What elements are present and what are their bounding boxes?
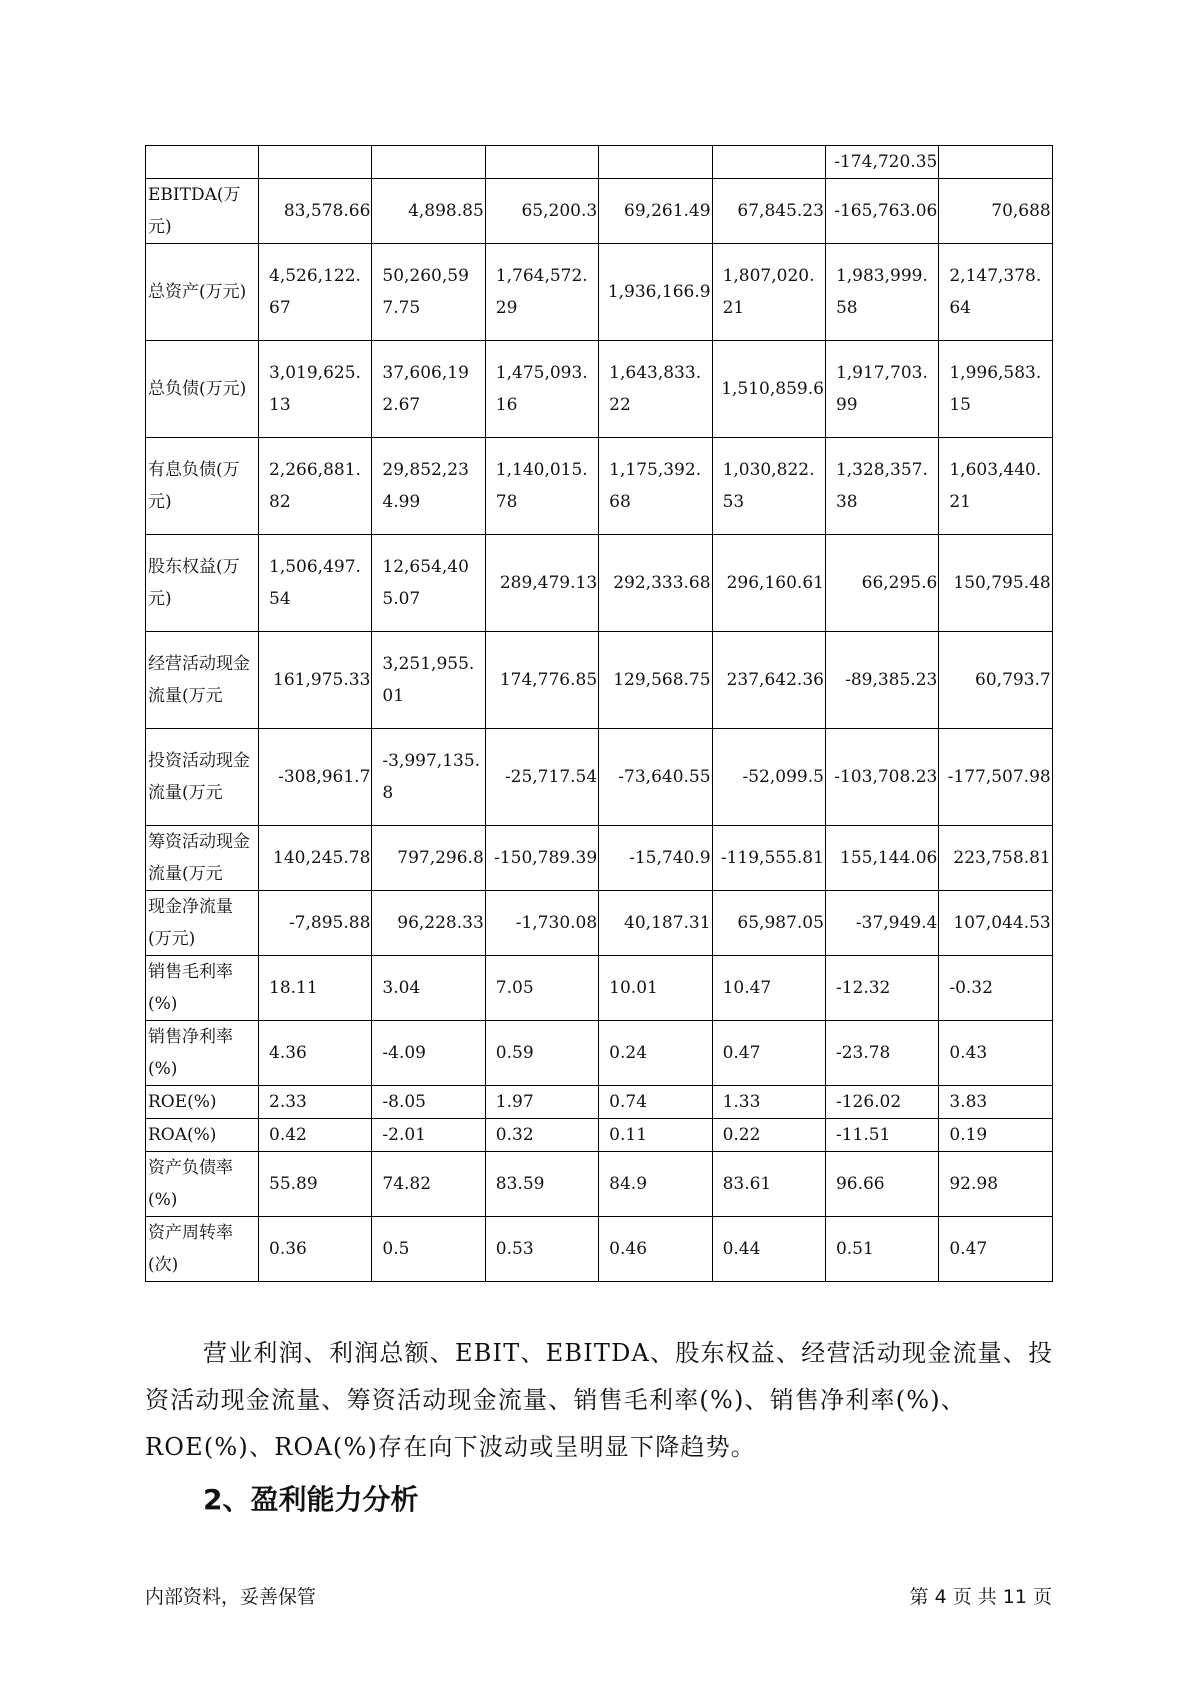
section-title: 2、盈利能力分析 [203,1483,419,1516]
table-cell: 74.82 [372,1152,485,1217]
row-label: 总负债(万元) [146,341,259,438]
table-cell: 174,776.85 [485,632,598,729]
table-cell: 96.66 [825,1152,938,1217]
table-cell: 83.61 [712,1152,825,1217]
table-cell: 69,261.49 [599,179,712,244]
table-cell: 83,578.66 [259,179,372,244]
table-cell: 1.97 [485,1086,598,1119]
row-label: ROE(%) [146,1086,259,1119]
table-cell: -1,730.08 [485,891,598,956]
table-cell: 1,996,583.15 [939,341,1052,438]
table-cell: 1,807,020.21 [712,244,825,341]
table-cell: 0.44 [712,1217,825,1282]
table-cell: 1,328,357.38 [825,438,938,535]
row-label: 股东权益(万元) [146,535,259,632]
table-cell: 3.83 [939,1086,1052,1119]
table-cell: -165,763.06 [825,179,938,244]
row-label: 资产周转率(次) [146,1217,259,1282]
table-row [146,632,1053,729]
table-cell: 0.42 [259,1119,372,1152]
table-cell [599,146,712,179]
table-cell: 0.22 [712,1119,825,1152]
table-cell: -8.05 [372,1086,485,1119]
table-cell: 1,764,572.29 [485,244,598,341]
table-cell: 0.47 [712,1021,825,1086]
table-cell: 0.74 [599,1086,712,1119]
table-row [146,535,1053,632]
table-cell: 10.47 [712,956,825,1021]
table-cell: 0.19 [939,1119,1052,1152]
table-cell: 129,568.75 [599,632,712,729]
table-cell: 1,643,833.22 [599,341,712,438]
table-cell: 60,793.7 [939,632,1052,729]
table-cell: 0.46 [599,1217,712,1282]
table-row [146,1119,1053,1152]
table-cell: 4,526,122.67 [259,244,372,341]
table-cell: 1,030,822.53 [712,438,825,535]
table-cell: -89,385.23 [825,632,938,729]
financial-table [145,145,1053,1282]
table-cell: -150,789.39 [485,826,598,891]
table-cell: 4.36 [259,1021,372,1086]
table-cell: 1.33 [712,1086,825,1119]
row-label: 投资活动现金流量(万元 [146,729,259,826]
table-cell: 237,642.36 [712,632,825,729]
table-cell: 0.36 [259,1217,372,1282]
table-cell: 3,019,625.13 [259,341,372,438]
table-cell: -7,895.88 [259,891,372,956]
row-label: 现金净流量(万元) [146,891,259,956]
footer-page-number: 第 4 页 共 11 页 [909,1586,1052,1608]
table-cell: 96,228.33 [372,891,485,956]
row-label: EBITDA(万元) [146,179,259,244]
table-cell: -4.09 [372,1021,485,1086]
table-cell: 150,795.48 [939,535,1052,632]
table-row [146,1021,1053,1086]
table-cell: 3.04 [372,956,485,1021]
table-cell [372,146,485,179]
footer-confidential-note: 内部资料，妥善保管 [145,1586,317,1608]
table-cell: 0.24 [599,1021,712,1086]
table-row [146,1152,1053,1217]
table-cell: 92.98 [939,1152,1052,1217]
table-cell: -0.32 [939,956,1052,1021]
table-row [146,956,1053,1021]
table-cell: -11.51 [825,1119,938,1152]
table-cell: 4,898.85 [372,179,485,244]
table-cell: -126.02 [825,1086,938,1119]
table-cell: 84.9 [599,1152,712,1217]
table-row [146,1086,1053,1119]
row-label: 资产负债率(%) [146,1152,259,1217]
table-cell: -174,720.35 [825,146,938,179]
table-cell: 0.5 [372,1217,485,1282]
table-cell: 0.32 [485,1119,598,1152]
table-cell: 1,936,166.9 [599,244,712,341]
table-cell: -308,961.7 [259,729,372,826]
row-label: ROA(%) [146,1119,259,1152]
table-cell: -73,640.55 [599,729,712,826]
table-row [146,438,1053,535]
table-cell: 1,140,015.78 [485,438,598,535]
table-cell: -103,708.23 [825,729,938,826]
table-cell: 7.05 [485,956,598,1021]
table-cell: 107,044.53 [939,891,1052,956]
table-row [146,341,1053,438]
table-row [146,1217,1053,1282]
table-cell: 50,260,597.75 [372,244,485,341]
financial-table-wrapper [145,145,1052,1282]
table-cell: 2.33 [259,1086,372,1119]
financial-table-body [146,146,1053,1282]
table-cell: 140,245.78 [259,826,372,891]
table-cell: 292,333.68 [599,535,712,632]
table-cell [259,146,372,179]
table-cell: 55.89 [259,1152,372,1217]
table-cell: 1,510,859.6 [712,341,825,438]
table-row [146,891,1053,956]
summary-paragraph: 营业利润、利润总额、EBIT、EBITDA、股东权益、经营活动现金流量、投资活动现金流量、筹资活动现金流量、销售毛利率(%)、销售净利率(%)、ROE(%)、ROA(%)存在向下波动或呈明显下降趋势。 [145,1339,1054,1461]
table-row [146,826,1053,891]
table-cell: 1,603,440.21 [939,438,1052,535]
table-cell: -177,507.98 [939,729,1052,826]
table-cell: 2,147,378.64 [939,244,1052,341]
table-cell: -52,099.5 [712,729,825,826]
row-label [146,146,259,179]
table-cell: 18.11 [259,956,372,1021]
table-cell [712,146,825,179]
table-cell: 223,758.81 [939,826,1052,891]
row-label: 筹资活动现金流量(万元 [146,826,259,891]
table-cell: 0.11 [599,1119,712,1152]
table-cell: 161,975.33 [259,632,372,729]
table-cell [939,146,1052,179]
table-cell: 65,200.3 [485,179,598,244]
table-row [146,146,1053,179]
table-cell [485,146,598,179]
table-cell: 65,987.05 [712,891,825,956]
table-cell: 1,175,392.68 [599,438,712,535]
row-label: 总资产(万元) [146,244,259,341]
table-cell: -25,717.54 [485,729,598,826]
table-cell: -37,949.4 [825,891,938,956]
table-cell: -12.32 [825,956,938,1021]
table-cell: 1,506,497.54 [259,535,372,632]
table-cell: 2,266,881.82 [259,438,372,535]
table-cell: -2.01 [372,1119,485,1152]
table-cell: 66,295.6 [825,535,938,632]
row-label: 经营活动现金流量(万元 [146,632,259,729]
table-cell: 0.51 [825,1217,938,1282]
table-cell: 0.43 [939,1021,1052,1086]
table-cell: 83.59 [485,1152,598,1217]
table-cell: -119,555.81 [712,826,825,891]
table-cell: 155,144.06 [825,826,938,891]
row-label: 有息负债(万元) [146,438,259,535]
table-cell: 0.59 [485,1021,598,1086]
table-cell: 1,475,093.16 [485,341,598,438]
table-cell: 3,251,955.01 [372,632,485,729]
table-cell: 289,479.13 [485,535,598,632]
table-cell: 0.47 [939,1217,1052,1282]
table-cell: 10.01 [599,956,712,1021]
table-cell: 1,983,999.58 [825,244,938,341]
table-row [146,179,1053,244]
table-cell: 797,296.8 [372,826,485,891]
table-cell: 0.53 [485,1217,598,1282]
table-cell: -15,740.9 [599,826,712,891]
row-label: 销售毛利率(%) [146,956,259,1021]
row-label: 销售净利率(%) [146,1021,259,1086]
table-cell: 296,160.61 [712,535,825,632]
table-row [146,729,1053,826]
table-cell: -3,997,135.8 [372,729,485,826]
table-cell: -23.78 [825,1021,938,1086]
table-row [146,244,1053,341]
table-cell: 12,654,405.07 [372,535,485,632]
table-cell: 67,845.23 [712,179,825,244]
table-cell: 29,852,234.99 [372,438,485,535]
table-cell: 40,187.31 [599,891,712,956]
table-cell: 37,606,192.67 [372,341,485,438]
table-cell: 1,917,703.99 [825,341,938,438]
table-cell: 70,688 [939,179,1052,244]
